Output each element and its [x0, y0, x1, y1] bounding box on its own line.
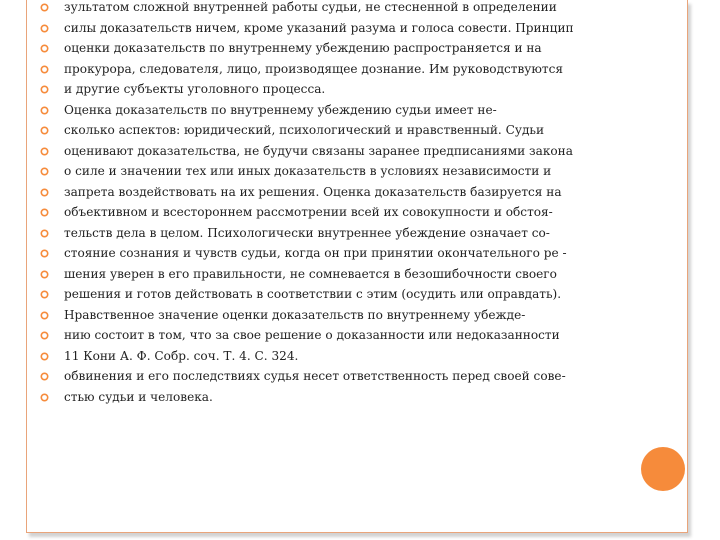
list-item: [40, 0, 620, 15]
orange-ring-bullet-icon: [40, 147, 49, 156]
orange-ring-bullet-icon: [40, 167, 49, 176]
list-item: [40, 185, 620, 200]
list-item-text: оценивают доказательства, не будучи связаны заранее предписаниями закона: [64, 143, 573, 158]
list-item: [40, 21, 620, 36]
list-item: [40, 144, 620, 159]
list-item-text: зультатом сложной внутренней работы судьи, не стесненной в определении: [64, 0, 557, 14]
decorative-orange-circle: [641, 447, 685, 491]
list-item: [40, 369, 620, 384]
list-item-text: Оценка доказательств по внутреннему убеждению судьи имеет не-: [64, 102, 497, 117]
orange-ring-bullet-icon: [40, 24, 49, 33]
orange-ring-bullet-icon: [40, 44, 49, 53]
list-item-text: стояние сознания и чувств судьи, когда он при принятии окончательного ре -: [64, 246, 567, 260]
orange-ring-bullet-icon: [40, 249, 49, 258]
list-item-text: нию состоит в том, что за свое решение о доказанности или недоказанности: [64, 328, 560, 342]
list-item: [40, 308, 620, 323]
list-item: [40, 349, 620, 364]
orange-ring-bullet-icon: [40, 372, 49, 381]
list-item-text: обвинения и его последствиях судья несет ответственность перед своей сове-: [64, 369, 566, 383]
list-item-text: оценки доказательств по внутреннему убеждению распространяется и на: [64, 41, 542, 55]
orange-ring-bullet-icon: [40, 188, 49, 197]
list-item: [40, 226, 620, 241]
bullet-list: [40, 0, 620, 410]
list-item-text: силы доказательств ничем, кроме указаний разума и голоса совести. Принцип: [64, 20, 574, 35]
list-item: [40, 267, 620, 282]
list-item: [40, 246, 620, 261]
list-item-text: шения уверен в его правильности, не сомневается в безошибочности своего: [64, 266, 557, 281]
list-item-text: о силе и значении тех или иных доказательств в условиях независимости и: [64, 164, 552, 178]
list-item: [40, 328, 620, 343]
orange-ring-bullet-icon: [40, 3, 49, 12]
list-item: [40, 205, 620, 220]
list-item: [40, 103, 620, 118]
list-item-text: прокурора, следователя, лицо, производящее дознание. Им руководствуются: [64, 61, 564, 76]
list-item: [40, 123, 620, 138]
orange-ring-bullet-icon: [40, 270, 49, 279]
list-item: [40, 390, 620, 405]
orange-ring-bullet-icon: [40, 106, 49, 115]
list-item: [40, 287, 620, 302]
list-item: [40, 82, 620, 97]
orange-ring-bullet-icon: [40, 311, 49, 320]
orange-ring-bullet-icon: [40, 85, 49, 94]
orange-ring-bullet-icon: [40, 65, 49, 74]
orange-ring-bullet-icon: [40, 331, 49, 340]
list-item-text: и другие субъекты уголовного процесса.: [64, 82, 326, 96]
orange-ring-bullet-icon: [40, 208, 49, 217]
list-item-text: сколько аспектов: юридический, психологический и нравственный. Судьи: [64, 123, 545, 137]
orange-ring-bullet-icon: [40, 126, 49, 135]
list-item-text: стью судьи и человека.: [64, 389, 213, 404]
list-item: [40, 164, 620, 179]
orange-ring-bullet-icon: [40, 229, 49, 238]
list-item-text: Нравственное значение оценки доказательств по внутреннему убежде-: [64, 307, 526, 322]
orange-ring-bullet-icon: [40, 352, 49, 361]
list-item: [40, 62, 620, 77]
list-item-text: объективном и всестороннем рассмотрении всей их совокупности и обстоя-: [64, 205, 553, 219]
list-item: [40, 41, 620, 56]
list-item-text: решения и готов действовать в соответствии с этим (осудить или оправдать).: [64, 287, 562, 301]
list-item-text: запрета воздействовать на их решения. Оценка доказательств базируется на: [64, 184, 562, 199]
orange-ring-bullet-icon: [40, 290, 49, 299]
orange-ring-bullet-icon: [40, 393, 49, 402]
list-item-text: тельств дела в целом. Психологически внутреннее убеждение означает со-: [64, 225, 550, 240]
list-item-text: 11 Кони А. Ф. Собр. соч. Т. 4. С. 324.: [64, 348, 299, 363]
